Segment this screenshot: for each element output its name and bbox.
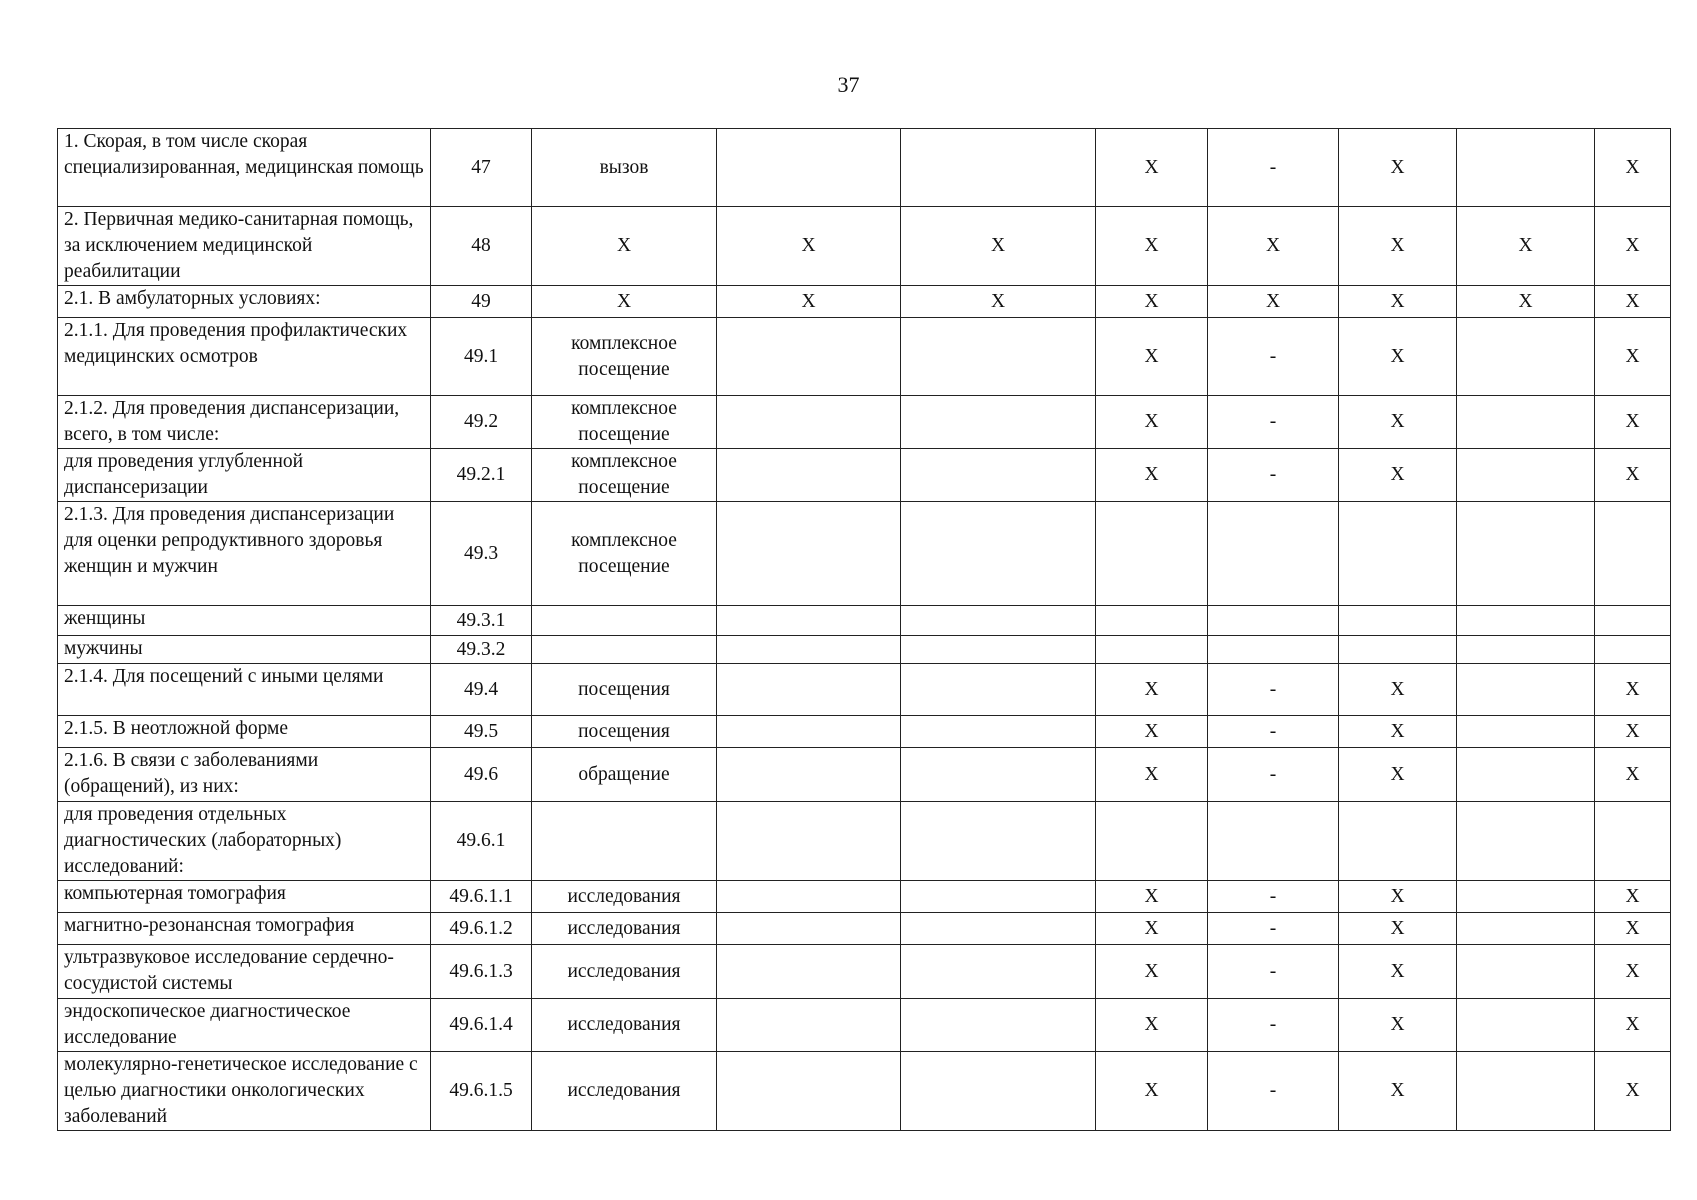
cell-col6: X <box>1096 449 1208 502</box>
cell-col4 <box>717 881 901 913</box>
cell-col6: X <box>1096 913 1208 945</box>
cell-col10: X <box>1595 286 1671 318</box>
cell-col4 <box>717 129 901 207</box>
cell-col9 <box>1457 606 1595 636</box>
cell-col6 <box>1096 636 1208 664</box>
cell-col4 <box>717 913 901 945</box>
row-unit: комплексное посещение <box>532 318 717 396</box>
cell-col5 <box>901 606 1096 636</box>
cell-col6: X <box>1096 129 1208 207</box>
row-code: 48 <box>431 207 532 286</box>
cell-col8: X <box>1339 999 1457 1052</box>
cell-col7: - <box>1208 881 1339 913</box>
row-code: 49.3.2 <box>431 636 532 664</box>
row-unit: X <box>532 207 717 286</box>
row-unit: вызов <box>532 129 717 207</box>
cell-col4 <box>717 664 901 716</box>
row-name: магнитно-резонансная томография <box>58 913 431 945</box>
row-name: 2.1.5. В неотложной форме <box>58 716 431 748</box>
cell-col5 <box>901 748 1096 802</box>
cell-col8 <box>1339 502 1457 606</box>
cell-col5 <box>901 1052 1096 1131</box>
table-row <box>58 129 1671 207</box>
table-row <box>58 999 1671 1052</box>
row-code: 49.6 <box>431 748 532 802</box>
cell-col8: X <box>1339 449 1457 502</box>
cell-col5 <box>901 396 1096 449</box>
cell-col6: X <box>1096 716 1208 748</box>
cell-col10: X <box>1595 999 1671 1052</box>
row-name: 2.1.4. Для посещений с иными целями <box>58 664 431 716</box>
cell-col7: - <box>1208 748 1339 802</box>
row-code: 47 <box>431 129 532 207</box>
cell-col7: - <box>1208 945 1339 999</box>
cell-col8: X <box>1339 881 1457 913</box>
page-number: 37 <box>837 72 860 97</box>
cell-col9 <box>1457 1052 1595 1131</box>
cell-col5 <box>901 449 1096 502</box>
table-row <box>58 881 1671 913</box>
cell-col6 <box>1096 606 1208 636</box>
cell-col7: X <box>1208 207 1339 286</box>
row-code: 49.5 <box>431 716 532 748</box>
cell-col9 <box>1457 999 1595 1052</box>
cell-col10 <box>1595 802 1671 881</box>
row-code: 49.6.1.4 <box>431 999 532 1052</box>
row-name: для проведения отдельных диагностических (лабораторных) исследований: <box>58 802 431 881</box>
row-name: 2.1.3. Для проведения диспансеризации для оценки репродуктивного здоровья женщин и мужчин <box>58 502 431 606</box>
table-row <box>58 748 1671 802</box>
cell-col10 <box>1595 636 1671 664</box>
cell-col7 <box>1208 636 1339 664</box>
row-unit: исследования <box>532 881 717 913</box>
cell-col9 <box>1457 502 1595 606</box>
cell-col10: X <box>1595 664 1671 716</box>
table-row <box>58 945 1671 999</box>
row-unit: исследования <box>532 999 717 1052</box>
cell-col6: X <box>1096 748 1208 802</box>
cell-col4 <box>717 945 901 999</box>
cell-col9 <box>1457 748 1595 802</box>
row-code: 49.1 <box>431 318 532 396</box>
cell-col9 <box>1457 945 1595 999</box>
row-name: 2. Первичная медико-санитарная помощь, за исключением медицинской реабилитации <box>58 207 431 286</box>
cell-col10: X <box>1595 318 1671 396</box>
row-unit: комплексное посещение <box>532 502 717 606</box>
cell-col7: - <box>1208 913 1339 945</box>
table-row <box>58 396 1671 449</box>
cell-col4 <box>717 502 901 606</box>
row-name: 2.1. В амбулаторных условиях: <box>58 286 431 318</box>
row-code: 49.6.1.2 <box>431 913 532 945</box>
cell-col8: X <box>1339 318 1457 396</box>
row-code: 49 <box>431 286 532 318</box>
cell-col7: - <box>1208 664 1339 716</box>
cell-col7: - <box>1208 1052 1339 1131</box>
row-unit: комплексное посещение <box>532 396 717 449</box>
cell-col5 <box>901 881 1096 913</box>
cell-col6: X <box>1096 999 1208 1052</box>
table-row <box>58 716 1671 748</box>
cell-col10: X <box>1595 748 1671 802</box>
cell-col8 <box>1339 606 1457 636</box>
cell-col7 <box>1208 802 1339 881</box>
cell-col10: X <box>1595 1052 1671 1131</box>
row-code: 49.4 <box>431 664 532 716</box>
row-name: компьютерная томография <box>58 881 431 913</box>
cell-col5 <box>901 802 1096 881</box>
cell-col9: X <box>1457 286 1595 318</box>
cell-col5 <box>901 999 1096 1052</box>
row-code: 49.6.1 <box>431 802 532 881</box>
cell-col8: X <box>1339 207 1457 286</box>
row-unit: исследования <box>532 913 717 945</box>
cell-col10: X <box>1595 945 1671 999</box>
cell-col4 <box>717 449 901 502</box>
cell-col9 <box>1457 396 1595 449</box>
cell-col10: X <box>1595 449 1671 502</box>
cell-col8: X <box>1339 286 1457 318</box>
cell-col8: X <box>1339 664 1457 716</box>
row-name: ультразвуковое исследование сердечно-сосудистой системы <box>58 945 431 999</box>
cell-col5 <box>901 913 1096 945</box>
cell-col7: - <box>1208 449 1339 502</box>
cell-col6: X <box>1096 318 1208 396</box>
table-row <box>58 1052 1671 1131</box>
cell-col5 <box>901 636 1096 664</box>
row-unit: комплексное посещение <box>532 449 717 502</box>
cell-col4 <box>717 606 901 636</box>
cell-col6: X <box>1096 664 1208 716</box>
row-name: 2.1.1. Для проведения профилактических медицинских осмотров <box>58 318 431 396</box>
row-name: женщины <box>58 606 431 636</box>
cell-col9 <box>1457 802 1595 881</box>
cell-col7: - <box>1208 999 1339 1052</box>
cell-col8: X <box>1339 716 1457 748</box>
cell-col5 <box>901 318 1096 396</box>
table-row <box>58 286 1671 318</box>
cell-col8: X <box>1339 748 1457 802</box>
cell-col6: X <box>1096 1052 1208 1131</box>
row-unit: X <box>532 286 717 318</box>
table-row <box>58 664 1671 716</box>
cell-col4 <box>717 999 901 1052</box>
cell-col4: X <box>717 286 901 318</box>
cell-col8: X <box>1339 129 1457 207</box>
cell-col10: X <box>1595 881 1671 913</box>
cell-col6: X <box>1096 286 1208 318</box>
cell-col9 <box>1457 881 1595 913</box>
cell-col9 <box>1457 664 1595 716</box>
row-code: 49.2 <box>431 396 532 449</box>
row-code: 49.2.1 <box>431 449 532 502</box>
table-row <box>58 318 1671 396</box>
cell-col5 <box>901 716 1096 748</box>
row-name: мужчины <box>58 636 431 664</box>
cell-col7: - <box>1208 716 1339 748</box>
row-name: эндоскопическое диагностическое исследование <box>58 999 431 1052</box>
cell-col10: X <box>1595 129 1671 207</box>
row-name: 2.1.2. Для проведения диспансеризации, всего, в том числе: <box>58 396 431 449</box>
cell-col4 <box>717 396 901 449</box>
cell-col5: X <box>901 207 1096 286</box>
table-row <box>58 207 1671 286</box>
cell-col9 <box>1457 449 1595 502</box>
cell-col7: - <box>1208 318 1339 396</box>
row-name: 2.1.6. В связи с заболеваниями (обращений), из них: <box>58 748 431 802</box>
cell-col6: X <box>1096 207 1208 286</box>
cell-col4 <box>717 318 901 396</box>
cell-col10: X <box>1595 207 1671 286</box>
row-code: 49.6.1.1 <box>431 881 532 913</box>
cell-col7: X <box>1208 286 1339 318</box>
row-unit <box>532 636 717 664</box>
cell-col10: X <box>1595 716 1671 748</box>
row-name: 1. Скорая, в том числе скорая специализированная, медицинская помощь <box>58 129 431 207</box>
cell-col10 <box>1595 502 1671 606</box>
cell-col7: - <box>1208 396 1339 449</box>
data-table <box>57 128 1671 1131</box>
cell-col9 <box>1457 716 1595 748</box>
cell-col5 <box>901 129 1096 207</box>
table-row <box>58 502 1671 606</box>
row-unit: посещения <box>532 716 717 748</box>
table-row <box>58 913 1671 945</box>
cell-col8: X <box>1339 945 1457 999</box>
cell-col5 <box>901 502 1096 606</box>
cell-col9 <box>1457 913 1595 945</box>
cell-col9 <box>1457 318 1595 396</box>
row-unit: исследования <box>532 1052 717 1131</box>
cell-col9: X <box>1457 207 1595 286</box>
row-code: 49.6.1.3 <box>431 945 532 999</box>
cell-col9 <box>1457 636 1595 664</box>
cell-col10: X <box>1595 396 1671 449</box>
cell-col5: X <box>901 286 1096 318</box>
cell-col6 <box>1096 502 1208 606</box>
row-unit <box>532 606 717 636</box>
row-unit: обращение <box>532 748 717 802</box>
cell-col7 <box>1208 502 1339 606</box>
cell-col5 <box>901 945 1096 999</box>
cell-col4 <box>717 716 901 748</box>
cell-col8: X <box>1339 913 1457 945</box>
cell-col6: X <box>1096 396 1208 449</box>
row-code: 49.3 <box>431 502 532 606</box>
cell-col5 <box>901 664 1096 716</box>
cell-col6: X <box>1096 881 1208 913</box>
cell-col8: X <box>1339 1052 1457 1131</box>
row-code: 49.6.1.5 <box>431 1052 532 1131</box>
table-row <box>58 449 1671 502</box>
table-row <box>58 802 1671 881</box>
cell-col4 <box>717 1052 901 1131</box>
cell-col4 <box>717 802 901 881</box>
cell-col4: X <box>717 207 901 286</box>
cell-col6: X <box>1096 945 1208 999</box>
row-unit: посещения <box>532 664 717 716</box>
cell-col7 <box>1208 606 1339 636</box>
cell-col9 <box>1457 129 1595 207</box>
cell-col10 <box>1595 606 1671 636</box>
row-name: молекулярно-генетическое исследование с целью диагностики онкологических заболеваний <box>58 1052 431 1131</box>
cell-col7: - <box>1208 129 1339 207</box>
cell-col4 <box>717 636 901 664</box>
cell-col10: X <box>1595 913 1671 945</box>
cell-col8 <box>1339 636 1457 664</box>
cell-col6 <box>1096 802 1208 881</box>
cell-col4 <box>717 748 901 802</box>
cell-col8 <box>1339 802 1457 881</box>
row-unit <box>532 802 717 881</box>
row-name: для проведения углубленной диспансеризации <box>58 449 431 502</box>
row-code: 49.3.1 <box>431 606 532 636</box>
table-row <box>58 606 1671 636</box>
table-row <box>58 636 1671 664</box>
row-unit: исследования <box>532 945 717 999</box>
cell-col8: X <box>1339 396 1457 449</box>
